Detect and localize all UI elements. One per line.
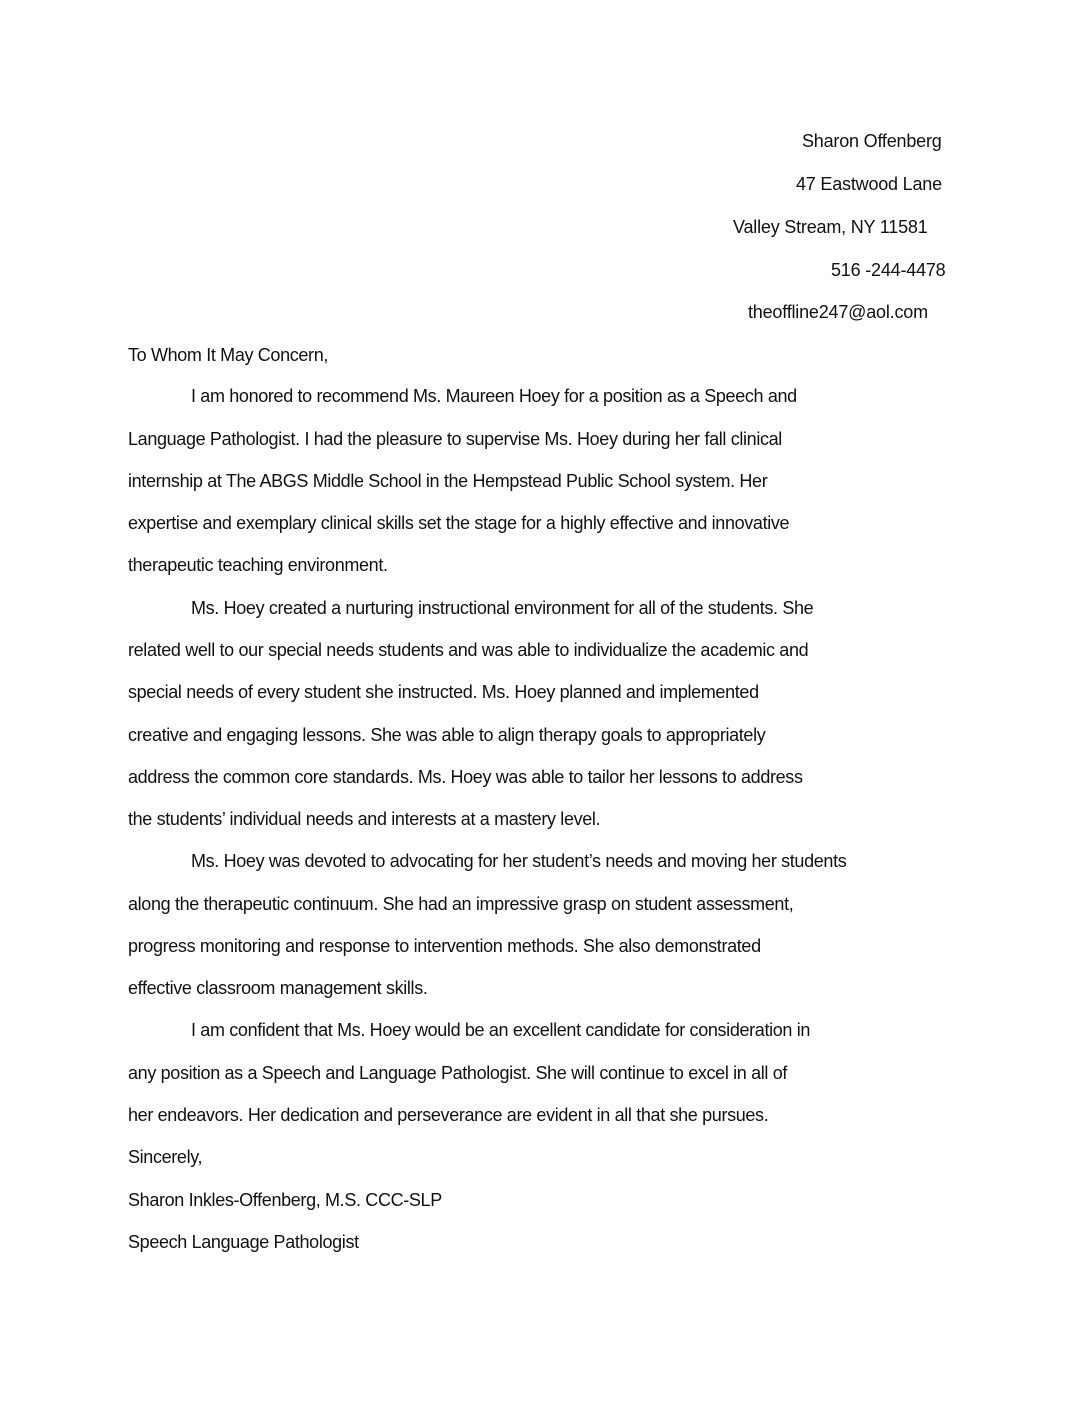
- paragraph-line: expertise and exemplary clinical skills set the stage for a highly effective and innovative: [128, 513, 790, 533]
- closing: Sincerely,: [128, 1147, 203, 1167]
- paragraph-line: Language Pathologist. I had the pleasure to supervise Ms. Hoey during her fall clinical: [128, 429, 782, 449]
- sender-email: theoffline247@aol.com: [748, 302, 928, 322]
- sender-street: 47 Eastwood Lane: [796, 174, 942, 194]
- paragraph-line: related well to our special needs students and was able to individualize the academic and: [128, 640, 809, 660]
- paragraph-line: her endeavors. Her dedication and perseverance are evident in all that she pursues.: [128, 1105, 769, 1125]
- paragraph-line: along the therapeutic continuum. She had an impressive grasp on student assessment,: [128, 894, 794, 914]
- paragraph-line: Ms. Hoey was devoted to advocating for her student’s needs and moving her students: [191, 851, 847, 871]
- paragraph-line: any position as a Speech and Language Pathologist. She will continue to excel in all of: [128, 1063, 788, 1083]
- paragraph-line: the students’ individual needs and interests at a mastery level.: [128, 809, 601, 829]
- paragraph-line: effective classroom management skills.: [128, 978, 428, 998]
- paragraph-line: I am confident that Ms. Hoey would be an excellent candidate for consideration in: [191, 1020, 811, 1040]
- paragraph-line: creative and engaging lessons. She was able to align therapy goals to appropriately: [128, 725, 766, 745]
- sender-city-state-zip: Valley Stream, NY 11581: [733, 217, 928, 237]
- sender-phone: 516 -244-4478: [831, 260, 946, 280]
- signature-title: Speech Language Pathologist: [128, 1232, 359, 1252]
- paragraph-line: I am honored to recommend Ms. Maureen Hoey for a position as a Speech and: [191, 386, 797, 406]
- signature-name: Sharon Inkles-Offenberg, M.S. CCC-SLP: [128, 1190, 442, 1210]
- paragraph-line: special needs of every student she instructed. Ms. Hoey planned and implemented: [128, 682, 759, 702]
- paragraph-line: address the common core standards. Ms. Hoey was able to tailor her lessons to address: [128, 767, 803, 787]
- sender-name: Sharon Offenberg: [802, 131, 942, 151]
- paragraph-line: Ms. Hoey created a nurturing instructional environment for all of the students. She: [191, 598, 814, 618]
- paragraph-line: internship at The ABGS Middle School in the Hempstead Public School system. Her: [128, 471, 768, 491]
- paragraph-line: progress monitoring and response to intervention methods. She also demonstrated: [128, 936, 761, 956]
- paragraph-line: therapeutic teaching environment.: [128, 555, 388, 575]
- salutation: To Whom It May Concern,: [128, 345, 329, 365]
